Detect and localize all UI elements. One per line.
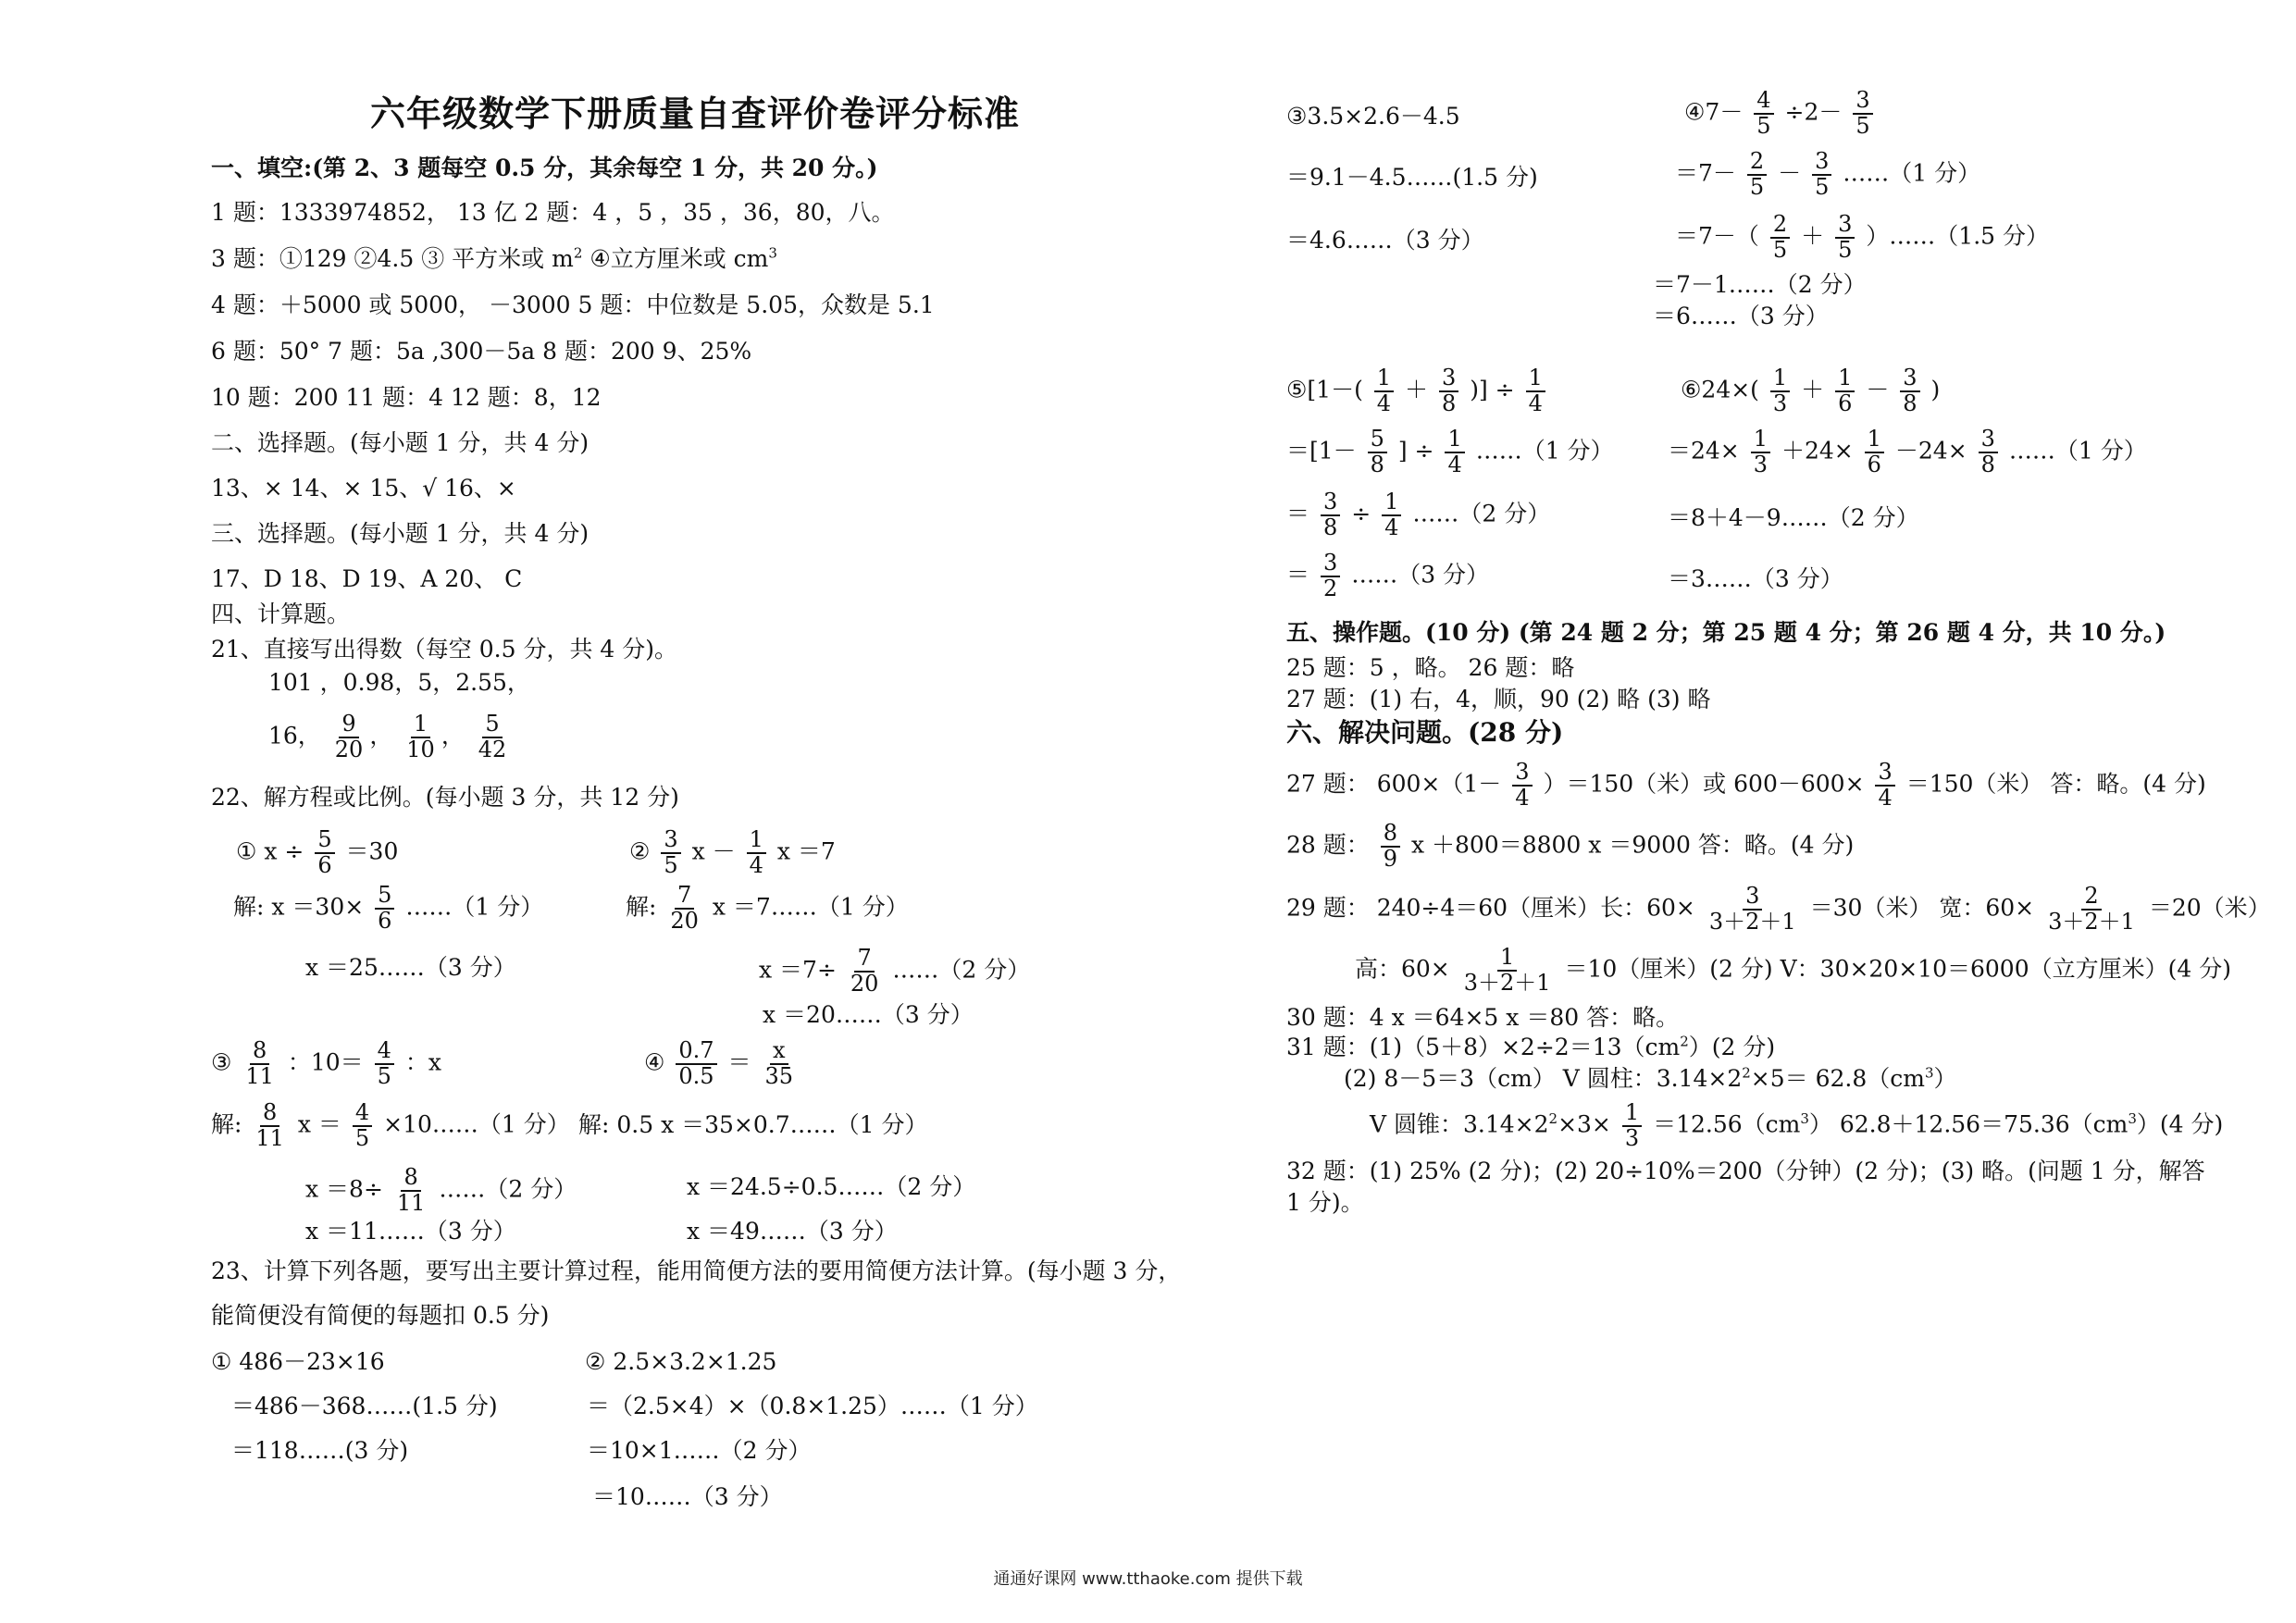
solution-1-step-1: 解: x ＝30× $\frac{5}{6}$ ……（1 分） bbox=[233, 882, 544, 934]
fraction: $\frac{9}{20}$ bbox=[334, 711, 364, 762]
calc-6-step-3: ＝3……（3 分） bbox=[1668, 565, 1843, 592]
calc-6-step-1: ＝24× $\frac{1}{3}$ ＋24× $\frac{1}{6}$ －24× $\frac{3}{8}$ ……（1 分） bbox=[1668, 426, 2147, 477]
q32-line-1: 32 题：(1) 25% (2 分)；(2) 20÷10%＝200（分钟）(2 分)；(3) 略。(问题 1 分，解答 bbox=[1286, 1158, 2205, 1184]
equation-1: ① x ÷ $\frac{5}{6}$ ＝30 bbox=[236, 826, 399, 878]
calc-5-step-2: ＝ $\frac{3}{8}$ ÷ $\frac{1}{4}$ ……（2 分） bbox=[1286, 489, 1551, 540]
fill-line-4: 6 题：50° 7 题：5a ,300－5a 8 题：200 9、25% bbox=[211, 338, 752, 365]
q28-answer: 28 题： $\frac{8}{9}$ x ＋800＝8800 x ＝9000 答：略。(4 分) bbox=[1286, 820, 1855, 872]
section5-heading: 五、操作题。(10 分) (第 24 题 2 分；第 25 题 4 分；第 26 题 4 分，共 10 分。) bbox=[1286, 619, 2166, 646]
solution-3-step-1: 解: $\frac{8}{11}$ x ＝ $\frac{4}{5}$ ×10……（1 分） bbox=[211, 1099, 570, 1151]
calc-1-step-2: ＝118……(3 分) bbox=[231, 1437, 409, 1464]
q22-heading: 22、解方程或比例。(每小题 3 分，共 12 分) bbox=[211, 784, 679, 811]
footer-credit: 通通好课网 www.tthaoke.com 提供下载 bbox=[993, 1569, 1303, 1589]
section6-heading: 六、解决问题。(28 分) bbox=[1286, 717, 1564, 748]
calc-1-step-1: ＝486－368……(1.5 分) bbox=[231, 1393, 498, 1419]
section5-line-2: 27 题：(1) 右，4，顺，90 (2) 略 (3) 略 bbox=[1286, 686, 1711, 712]
solution-2-step-3: x ＝20……（3 分） bbox=[763, 1001, 974, 1028]
q30-answer: 30 题：4 x ＝64×5 x ＝80 答：略。 bbox=[1286, 1004, 1680, 1031]
calc-5: ⑤[1－( $\frac{1}{4}$ ＋ $\frac{3}{8}$ )] ÷ $\frac{1}{4}$ bbox=[1286, 366, 1549, 416]
calc-6-step-2: ＝8＋4－9……（2 分） bbox=[1668, 504, 1919, 531]
calc-4-step-3: ＝7－1……（2 分） bbox=[1653, 271, 1867, 298]
calc-3-step-1: ＝9.1－4.5……(1.5 分) bbox=[1286, 164, 1538, 191]
solution-3-step-2: x ＝8÷ $\frac{8}{11}$ ……（2 分） bbox=[305, 1164, 577, 1216]
solution-4-step-3: x ＝49……（3 分） bbox=[687, 1218, 898, 1245]
fraction: $\frac{1}{10}$ bbox=[406, 711, 435, 762]
q27-answer: 27 题： 600×（1－ $\frac{3}{4}$ ）＝150（米）或 600－600× $\frac{3}{4}$ ＝150（米） 答：略。(4 分) bbox=[1286, 759, 2206, 811]
calc-2: ② 2.5×3.2×1.25 bbox=[585, 1348, 777, 1375]
q32-line-2: 1 分)。 bbox=[1286, 1189, 1364, 1216]
q31-line-2: (2) 8－5＝3（cm） V 圆柱：$3.14\times 2^2\times 5= 62.8(cm^3)$ bbox=[1344, 1064, 1957, 1092]
solution-2-step-2: x ＝7÷ $\frac{7}{20}$ ……（2 分） bbox=[759, 945, 1031, 997]
calc-5-step-1: ＝[1－ $\frac{5}{8}$ ] ÷ $\frac{1}{4}$ ……（1 分） bbox=[1286, 426, 1614, 477]
solution-4-step-1: 解: 0.5 x ＝35×0.7……（1 分） bbox=[578, 1111, 928, 1138]
section2-heading: 二、选择题。(每小题 1 分，共 4 分) bbox=[211, 429, 590, 456]
q31-line-1: 31 题：$(1)(5+8)\times 2\div 2=13(cm^2)(2$ 分) bbox=[1286, 1033, 1776, 1060]
q23-heading-2: 能简便没有简便的每题扣 0.5 分) bbox=[211, 1302, 550, 1329]
calc-4-step-1: ＝7－ $\frac{2}{5}$ － $\frac{3}{5}$ ……（1 分） bbox=[1675, 148, 1981, 200]
fill-line-5: 10 题：200 11 题：4 12 题：8，12 bbox=[211, 384, 602, 411]
solution-3-step-3: x ＝11……（3 分） bbox=[305, 1218, 516, 1245]
q23-heading-1: 23、计算下列各题，要写出主要计算过程，能用简便方法的要用简便方法计算。(每小题 3 分， bbox=[211, 1258, 1182, 1284]
calc-5-step-3: ＝ $\frac{3}{2}$ ……（3 分） bbox=[1286, 550, 1490, 601]
fill-line-3: 4 题：＋5000 或 5000， －3000 5 题：中位数是 5.05，众数是 5.1 bbox=[211, 291, 935, 318]
equation-4: ④ $\frac{0.7}{0.5}$ ＝ $\frac{x}{35}$ bbox=[644, 1037, 794, 1089]
q21-line-2: 16， $\frac{9}{20}$ ， $\frac{1}{10}$ ， $\frac{5}{42}$ bbox=[268, 712, 513, 762]
calc-4: ④7－ $\frac{4}{5}$ ÷2－ $\frac{3}{5}$ bbox=[1684, 89, 1877, 139]
section5-line-1: 25 题：5 ，略。 26 题：略 bbox=[1286, 654, 1575, 681]
calc-2-step-3: ＝10……（3 分） bbox=[592, 1483, 783, 1510]
section3-answers: 17、D 18、D 19、A 20、 C bbox=[211, 565, 523, 592]
calc-1: ① 486－23×16 bbox=[211, 1348, 385, 1375]
calc-4-step-4: ＝6……（3 分） bbox=[1653, 303, 1829, 329]
q31-line-3: V 圆锥：$3.14\times 2^2\times 3\times$ $\frac{1}{3}$ $=12.56(cm^3)$ $62.8+12.56=75.36(cm^3)(4$ 分) bbox=[1370, 1099, 2224, 1151]
q29-answer-2: 高：60× $\frac{1}{3+2+1}$ ＝10（厘米）(2 分) V：30×20×10＝6000（立方厘米）(4 分) bbox=[1355, 944, 2231, 996]
equation-2: ② $\frac{3}{5}$ x － $\frac{1}{4}$ x ＝7 bbox=[629, 826, 836, 878]
fraction: $\frac{5}{42}$ bbox=[478, 711, 507, 762]
q29-answer: 29 题： 240÷4＝60（厘米）长：60× $\frac{3}{3+2+1}$ ＝30（米） 宽：60× $\frac{2}{3+2+1}$ ＝20（米） bbox=[1286, 883, 2271, 935]
calc-6: ⑥24×( $\frac{1}{3}$ ＋ $\frac{1}{6}$ － $\frac{3}{8}$ ) bbox=[1681, 365, 1941, 416]
calc-2-step-2: ＝10×1……（2 分） bbox=[587, 1437, 812, 1464]
solution-2-step-1: 解: $\frac{7}{20}$ x ＝7……（1 分） bbox=[626, 882, 909, 934]
calc-3: ③3.5×2.6－4.5 bbox=[1286, 103, 1460, 130]
q21-line-1: 101 ，0.98，5，2.55， bbox=[268, 669, 530, 696]
calc-4-step-2: ＝7－（ $\frac{2}{5}$ ＋ $\frac{3}{5}$ ）……（1.5 分） bbox=[1675, 211, 2050, 263]
solution-4-step-2: x ＝24.5÷0.5……（2 分） bbox=[687, 1173, 976, 1200]
section1-heading: 一、填空:(第 2、3 题每空 0.5 分，其余每空 1 分，共 20 分。) bbox=[211, 155, 878, 181]
section3-heading: 三、选择题。(每小题 1 分，共 4 分) bbox=[211, 520, 590, 547]
q21-heading: 21、直接写出得数（每空 0.5 分，共 4 分)。 bbox=[211, 636, 678, 663]
fill-line-1: 1 题：1333974852， 13 亿 2 题：4 ，5 ，35 ，36，80，八。 bbox=[211, 199, 895, 226]
solution-1-step-2: x ＝25……（3 分） bbox=[305, 954, 516, 981]
page-title: 六年级数学下册质量自查评价卷评分标准 bbox=[370, 93, 1021, 134]
section4-heading: 四、计算题。 bbox=[211, 601, 351, 627]
section2-answers: 13、× 14、× 15、√ 16、× bbox=[211, 475, 516, 502]
fill-line-2: 3 题：①129 ②4.5 ③ 平方米或 $m^2$ ④立方厘米或 $cm^3$ bbox=[211, 244, 777, 272]
calc-2-step-1: ＝（2.5×4）×（0.8×1.25）……（1 分） bbox=[587, 1393, 1038, 1419]
equation-3: ③ $\frac{8}{11}$ ：10＝ $\frac{4}{5}$ ：x bbox=[211, 1037, 441, 1089]
calc-3-step-2: ＝4.6……（3 分） bbox=[1286, 227, 1484, 254]
